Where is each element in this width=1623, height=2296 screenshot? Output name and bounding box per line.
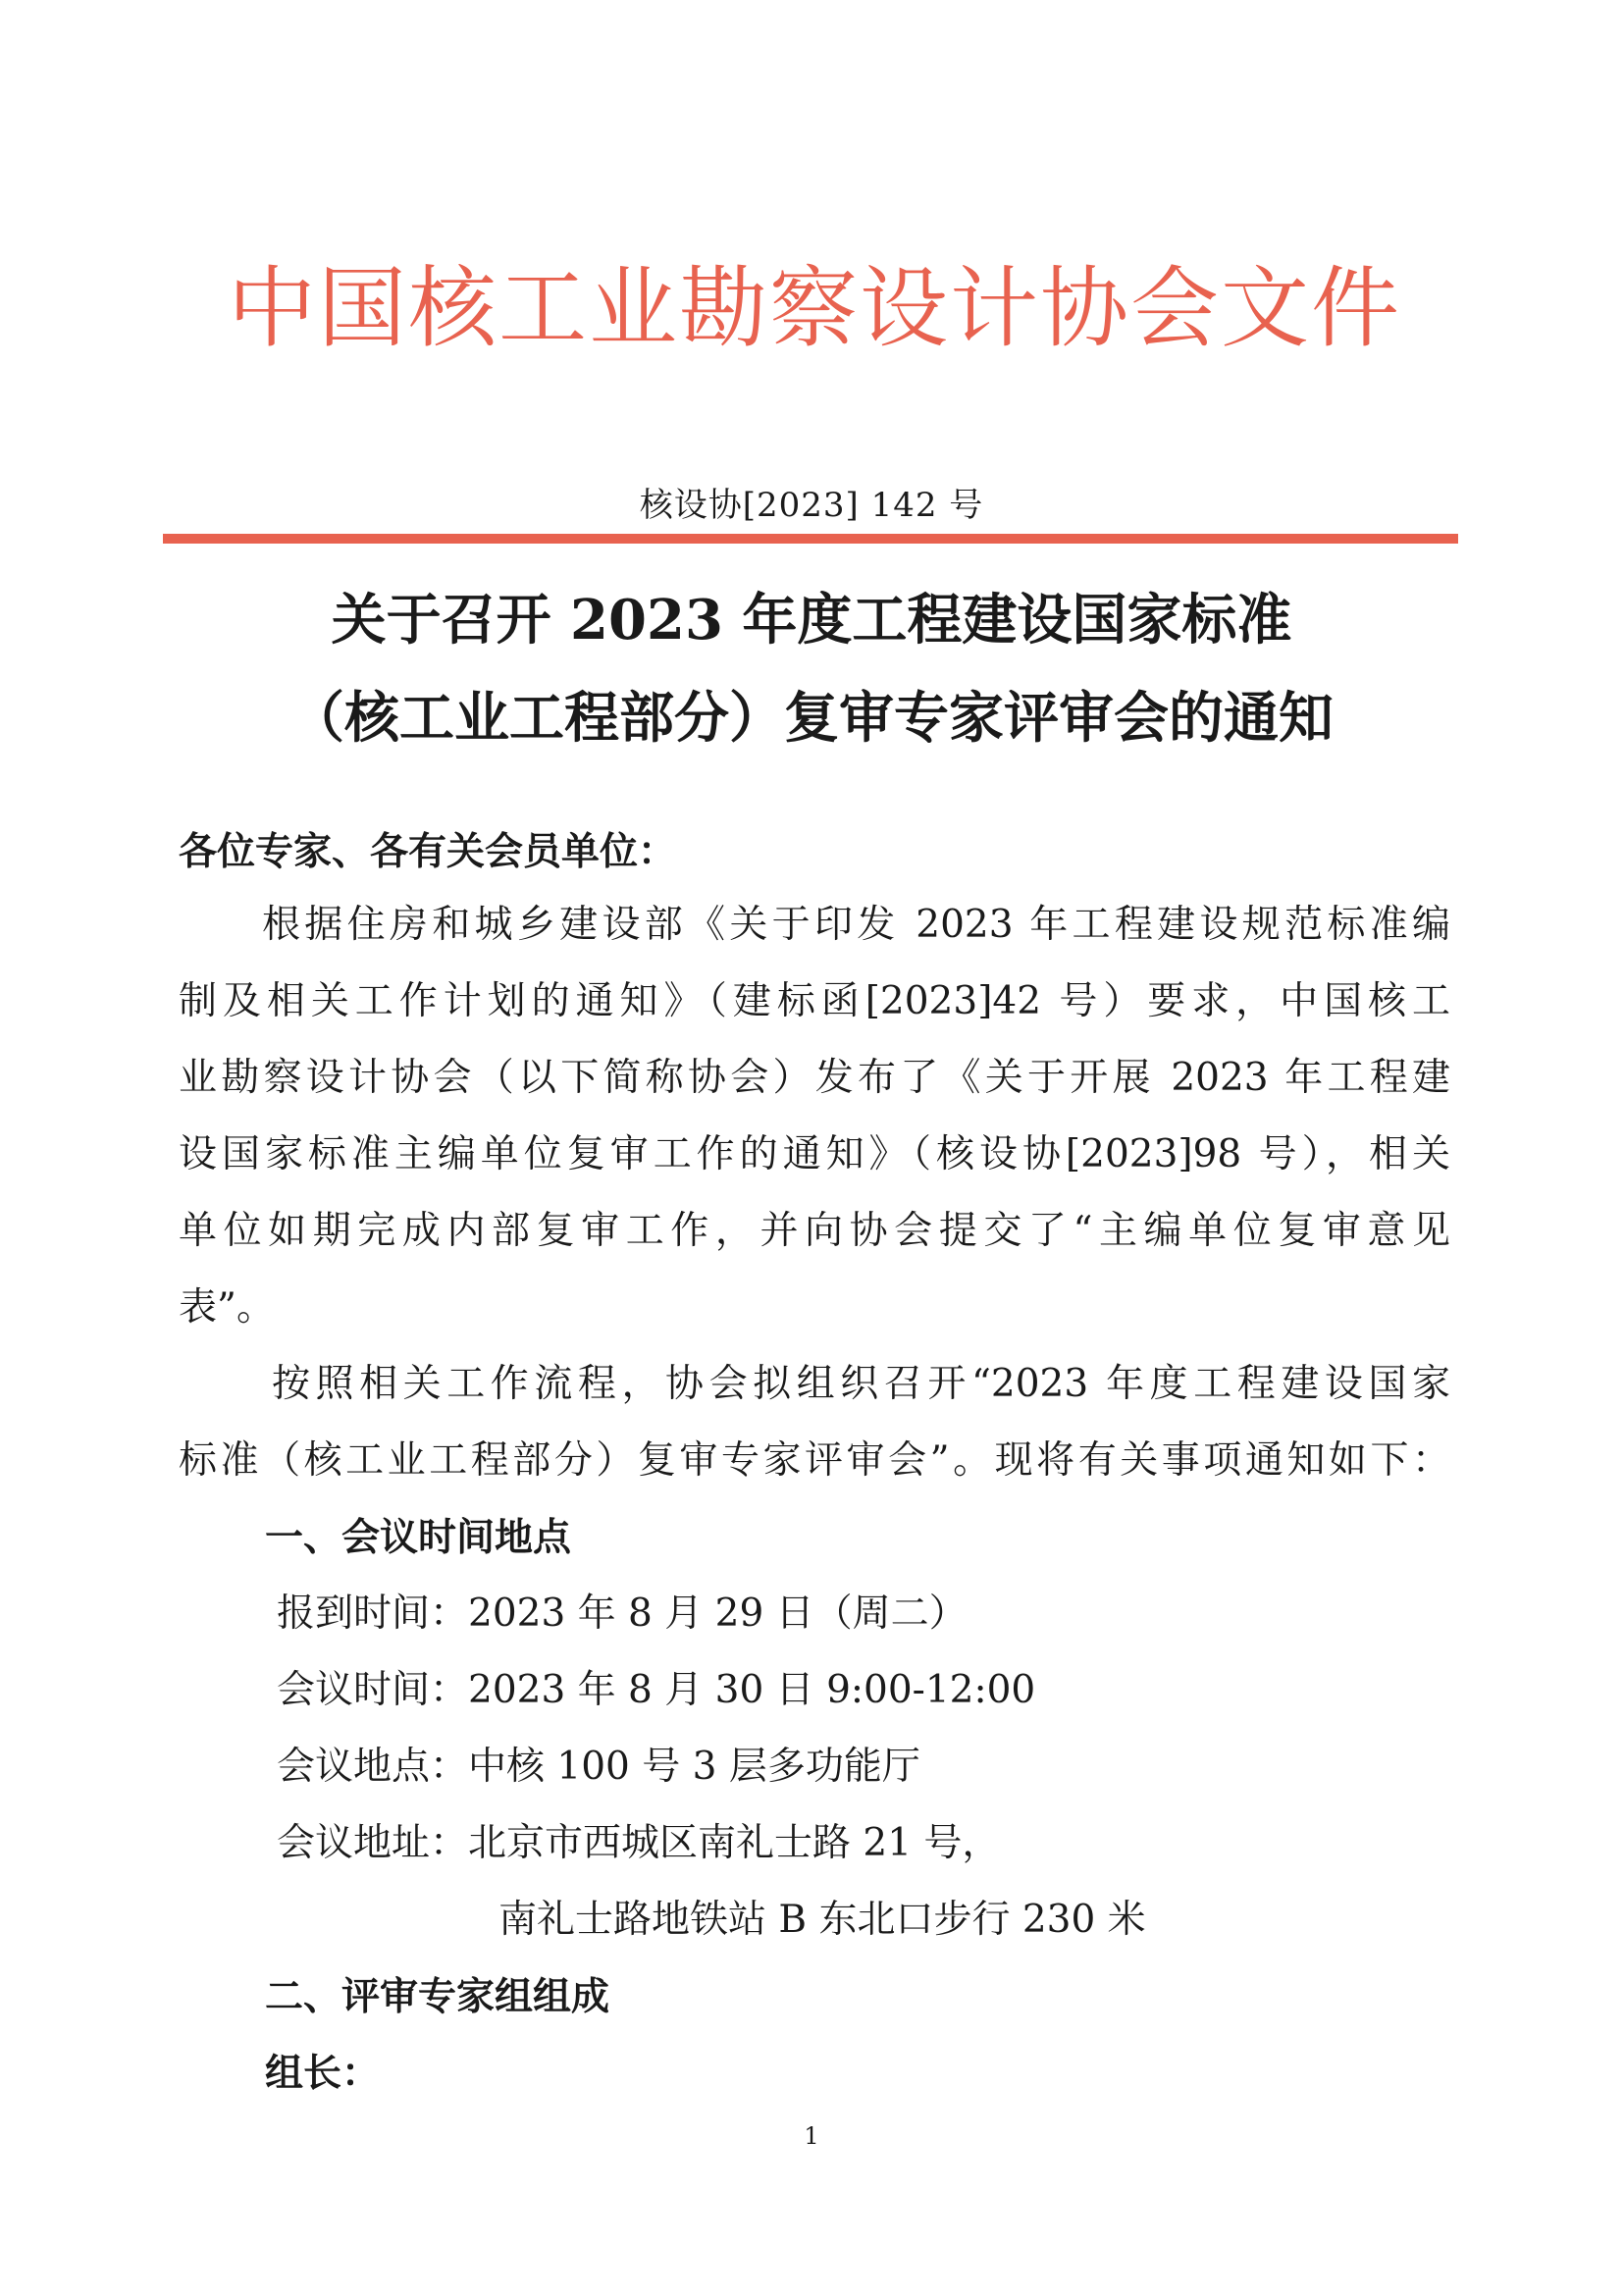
group-leader-label: 组长： bbox=[265, 2051, 381, 2096]
masthead-title: 中国核工业勘察设计协会文件 bbox=[228, 257, 1401, 360]
page-number: 1 bbox=[804, 2122, 819, 2150]
meeting-address: 会议地址：北京市西城区南礼士路 21 号， bbox=[277, 1821, 1001, 1865]
paragraph-1-line-6: 表”。 bbox=[179, 1285, 275, 1330]
paragraph-1-line-5: 单位如期完成内部复审工作，并向协会提交了“主编单位复审意见 bbox=[179, 1209, 1450, 1253]
paragraph-2-line-2: 标准（核工业工程部分）复审专家评审会”。现将有关事项通知如下： bbox=[179, 1438, 1450, 1483]
notice-title-line-1: 关于召开 2023 年度工程建设国家标准 bbox=[331, 588, 1292, 652]
paragraph-1-line-1: 根据住房和城乡建设部《关于印发 2023 年工程建设规范标准编 bbox=[262, 903, 1450, 947]
section-1-heading: 一、会议时间地点 bbox=[265, 1515, 572, 1560]
paragraph-1-line-2: 制及相关工作计划的通知》（建标函[2023]42 号）要求，中国核工 bbox=[179, 979, 1450, 1023]
notice-title-line-2: （核工业工程部分）复审专家评审会的通知 bbox=[289, 686, 1334, 751]
meeting-time: 会议时间：2023 年 8 月 30 日 9:00-12:00 bbox=[277, 1668, 1036, 1712]
paragraph-1-line-4: 设国家标准主编单位复审工作的通知》（核设协[2023]98 号），相关 bbox=[179, 1132, 1450, 1176]
meeting-address-detail: 南礼士路地铁站 B 东北口步行 230 米 bbox=[498, 1898, 1146, 1942]
meeting-venue: 会议地点：中核 100 号 3 层多功能厅 bbox=[277, 1745, 920, 1789]
red-separator-rule bbox=[163, 534, 1458, 544]
section-2-heading: 二、评审专家组组成 bbox=[265, 1974, 610, 2019]
document-number: 核设协[2023] 142 号 bbox=[639, 486, 984, 525]
paragraph-1-line-3: 业勘察设计协会（以下简称协会）发布了《关于开展 2023 年工程建 bbox=[179, 1056, 1450, 1100]
paragraph-2-line-1: 按照相关工作流程，协会拟组织召开“2023 年度工程建设国家 bbox=[272, 1362, 1450, 1406]
checkin-time: 报到时间：2023 年 8 月 29 日（周二） bbox=[277, 1592, 968, 1636]
salutation: 各位专家、各有关会员单位： bbox=[179, 829, 677, 874]
